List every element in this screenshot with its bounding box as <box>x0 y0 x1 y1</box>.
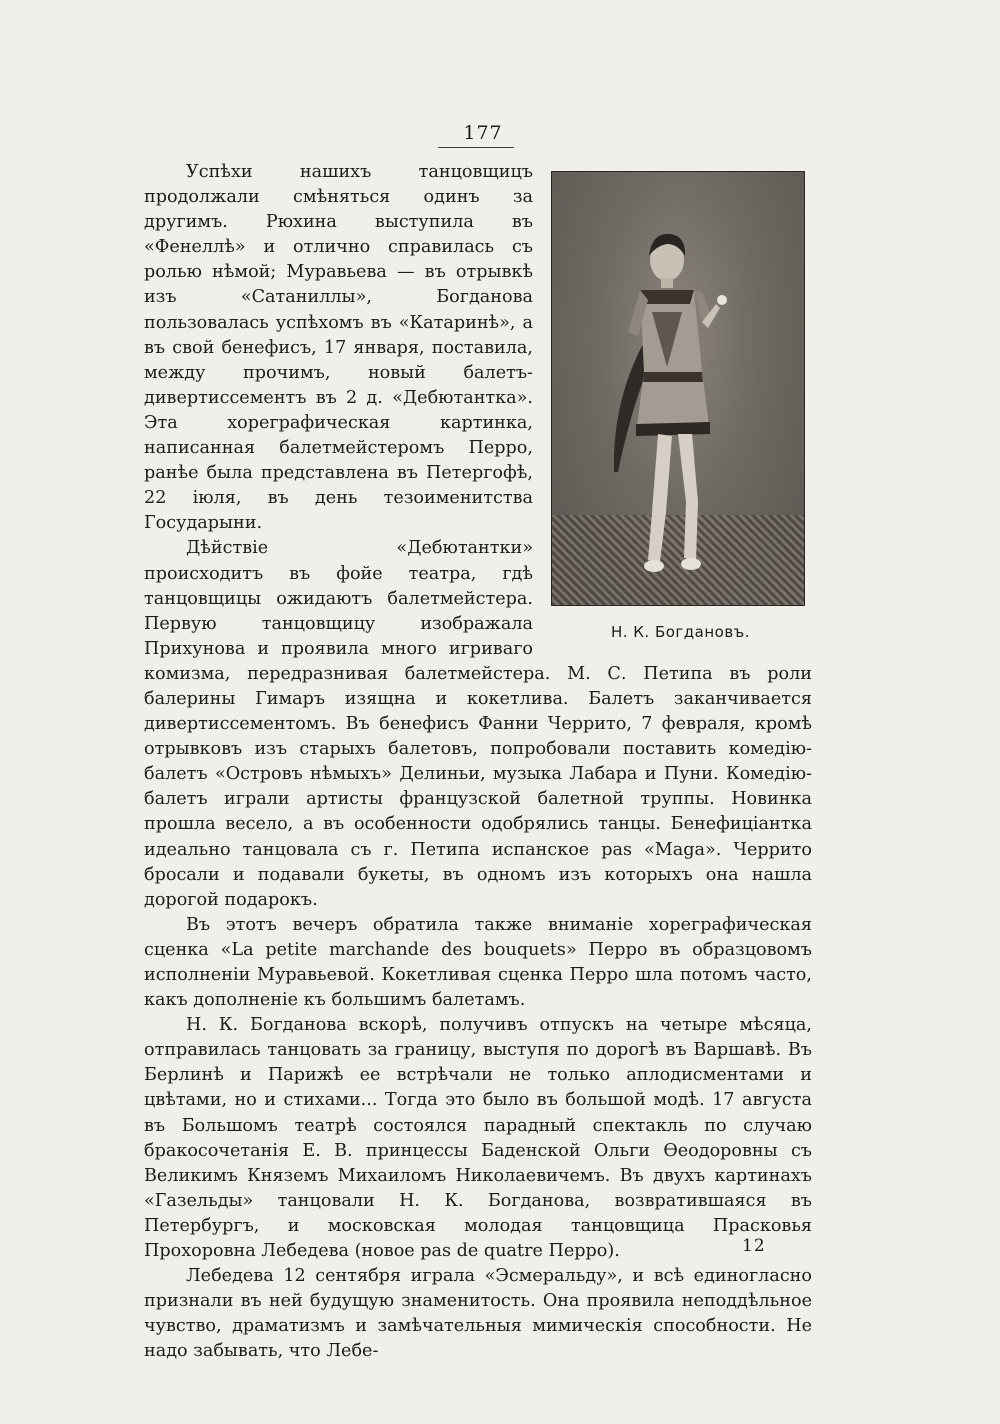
paragraph-3: Въ этотъ вечеръ обратила также вниманіе хореграфическая сценка «La petite marchande des bouquets» Перро въ образцовомъ исполненіи Муравьевой. Кокетливая сценка Перро шла потомъ часто, какъ дополненіе къ большимъ балетамъ. <box>144 914 812 1011</box>
signature-mark: 12 <box>742 1236 766 1256</box>
paragraph-1: Успѣхи нашихъ танцовщицъ продолжали смѣняться одинъ за другимъ. Рюхина выступила въ «Фенеллѣ» и отлично справилась съ ролью нѣмой; Муравьева — въ отрывкѣ изъ «Сатаниллы», Богданова пользовалась успѣхомъ въ «Катаринѣ», а въ свой бенефисъ, 17 января, поставила, между прочимъ, новый балетъ-дивертиссементъ въ 2 д. «Дебютантка». Эта хореграфическая картинка, написанная балетмейстеромъ Перро, ранѣе была представлена въ Петергофѣ, 22 іюля, въ день тезоименитства Государыни. <box>144 162 533 534</box>
page-number-rule <box>438 147 514 148</box>
figure-caption: Н. К. Богдановъ. <box>610 623 751 641</box>
portrait-figure <box>549 171 812 645</box>
paragraph-2: Дѣйствіе «Дебютантки» происходитъ въ фойе театра, гдѣ танцовщицы ожидаютъ балетмейстера. Первую танцовщицу изображала Прихунова и проявила много игриваго комизма, передразнивая балетмейстера. М. С. Петипа въ роли балерины Гимаръ изящна и кокетлива. Балетъ заканчивается дивертиссементомъ. Въ бенефисъ Фанни Черрито, 7 февраля, кромѣ отрывковъ изъ старыхъ балетовъ, попробовали поставить комедію-балетъ «Островъ нѣмыхъ» Делиньи, музыка Лабара и Пуни. Комедію-балетъ играли артисты французской балетной труппы. Новинка прошла весело, а въ особенности одобрялись танцы. Бенефиціантка идеально танцовала съ г. Петипа испанское pas «Maga». Черрито бросали и подавали букеты, въ одномъ изъ которыхъ она нашла дорогой подарокъ. <box>144 538 812 910</box>
paragraph-5: Лебедева 12 сентября играла «Эсмеральду», и всѣ единогласно признали въ ней будущую знаменитость. Она проявила неподдѣльное чувство, драматизмъ и замѣчательныя мимическія способности. Не надо забывать, что Лебе- <box>144 1266 812 1362</box>
paragraph-4: Н. К. Богданова вскорѣ, получивъ отпускъ на четыре мѣсяца, отправилась танцовать за границу, выступя по дорогѣ въ Варшавѣ. Въ Берлинѣ и Парижѣ ее встрѣчали не только аплодисментами и цвѣтами, но и стихами... Тогда это было въ большой модѣ. 17 августа въ Большомъ театрѣ состоялся парадный спектакль по случаю бракосочетанія Е. В. принцессы Баденской Ольги Ѳеодоровны съ Великимъ Княземъ Михаиломъ Николаевичемъ. Въ двухъ картинахъ «Газельды» танцовали Н. К. Богданова, возвратившаяся въ Петербургъ, и московская молодая танцовщица Прасковья Прохоровна Лебедева (новое pas de quatre Перро). <box>144 1015 812 1262</box>
portrait-photo <box>551 171 805 606</box>
page-number: 177 <box>463 122 503 144</box>
dancer-illustration <box>552 172 804 605</box>
body-text <box>144 160 812 1365</box>
